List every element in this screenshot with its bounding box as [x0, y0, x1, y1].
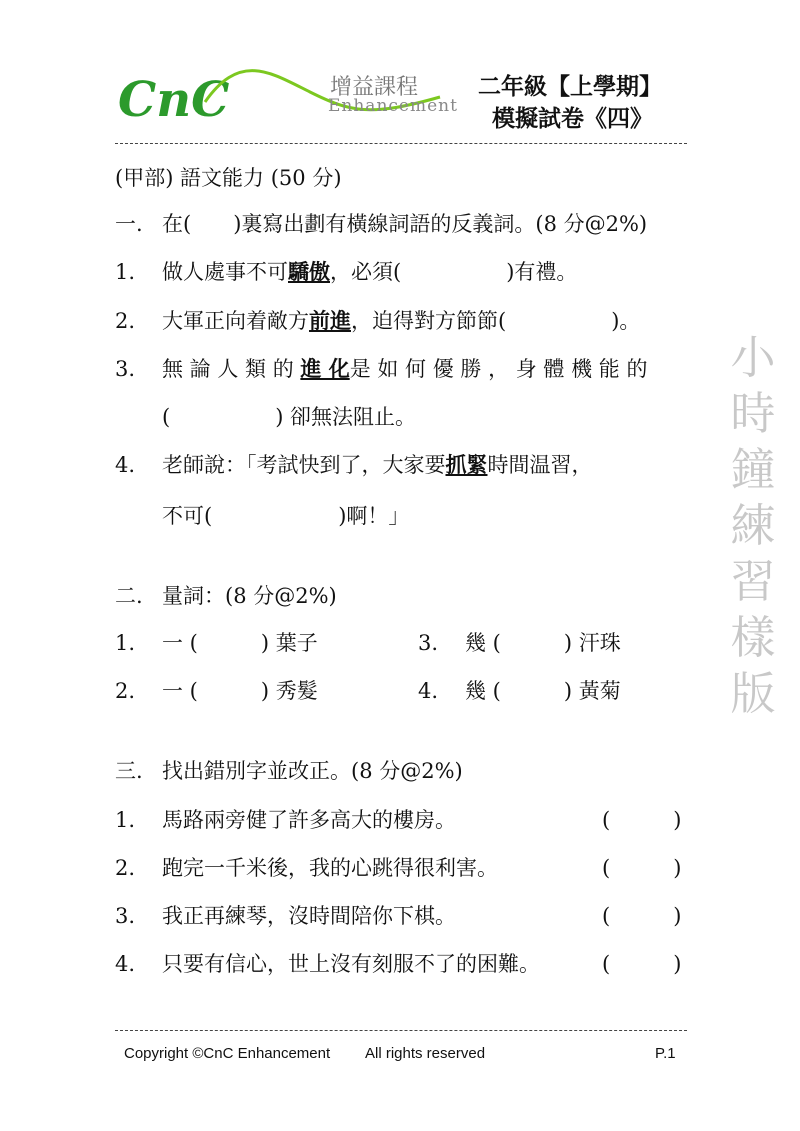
item-text: 馬路兩旁健了許多高大的樓房。 [162, 808, 456, 832]
item-text: 無 論 人 類 的 [162, 357, 301, 381]
exam-grade-title: 二年級【上學期】 [478, 73, 662, 100]
answer-blank: ( ) [602, 856, 682, 880]
exam-paper-title: 模擬試卷《四》 [492, 105, 653, 132]
item-text: 老師說：「考試快到了，大家要 [162, 453, 446, 477]
underlined-word: 進 化 [300, 356, 350, 381]
item-number: 4. [115, 453, 136, 477]
watermark: 小時鐘練習樣版 [730, 331, 776, 720]
item-text: 我正再練琴，沒時間陪你下棋。 [162, 904, 456, 928]
item-number: 2. [115, 309, 136, 333]
item-number: 1. [115, 808, 136, 832]
item-number: 2. [115, 856, 136, 880]
footer-copyright: Copyright ©CnC Enhancement [124, 1045, 331, 1062]
answer-blank: ( ) [602, 808, 682, 832]
item-text: ，迫得對方節節( )。 [351, 309, 641, 333]
logo-cnc: CnC [118, 72, 230, 128]
item-text: 做人處事不可 [162, 260, 288, 284]
brand-cn: 增益課程 [330, 75, 419, 100]
answer-blank: ( ) [602, 952, 682, 976]
header-divider [115, 143, 687, 144]
item-number: 4. [418, 679, 439, 703]
item-number: 3. [115, 904, 136, 928]
page-number: P.1 [655, 1045, 676, 1062]
item-text: 不可( )啊！」 [162, 504, 410, 528]
q-number: 一. [115, 212, 143, 236]
item-number: 2. [115, 679, 136, 703]
q-title: 找出錯別字並改正。(8 分@2%) [162, 759, 463, 783]
answer-blank: ( ) [602, 904, 682, 928]
item-text: 幾 ( ) 黃菊 [465, 679, 621, 703]
item-text: 只要有信心，世上沒有刻服不了的困難。 [162, 952, 540, 976]
item-number: 4. [115, 952, 136, 976]
item-text: ，必須( )有禮。 [330, 260, 578, 284]
q-title: 量詞：(8 分@2%) [162, 584, 337, 608]
underlined-word: 抓緊 [445, 452, 488, 477]
item-text: 幾 ( ) 汗珠 [465, 631, 621, 655]
item-text: 一 ( ) 葉子 [162, 631, 318, 655]
item-text: ( ) 卻無法阻止。 [162, 405, 417, 429]
footer-divider [115, 1030, 687, 1031]
footer-rights: All rights reserved [365, 1045, 486, 1062]
item-text: 一 ( ) 秀髮 [162, 679, 318, 703]
q-number: 二. [115, 584, 143, 608]
q-number: 三. [115, 759, 143, 783]
item-number: 1. [115, 260, 136, 284]
section-heading: (甲部) 語文能力 (50 分) [115, 166, 342, 190]
underlined-word: 驕傲 [288, 259, 330, 284]
brand-en: Enhancement [328, 96, 458, 116]
item-text: 大軍正向着敵方 [162, 309, 309, 333]
underlined-word: 前進 [309, 308, 351, 333]
q-title: 在( )裏寫出劃有橫線詞語的反義詞。(8 分@2%) [162, 212, 648, 236]
item-text: 時間温習， [487, 453, 593, 477]
item-number: 1. [115, 631, 136, 655]
item-text: 是 如 何 優 勝 ， 身 體 機 能 的 [349, 357, 648, 381]
item-number: 3. [418, 631, 439, 655]
item-text: 跑完一千米後，我的心跳得很利害。 [162, 856, 498, 880]
item-number: 3. [115, 357, 136, 381]
